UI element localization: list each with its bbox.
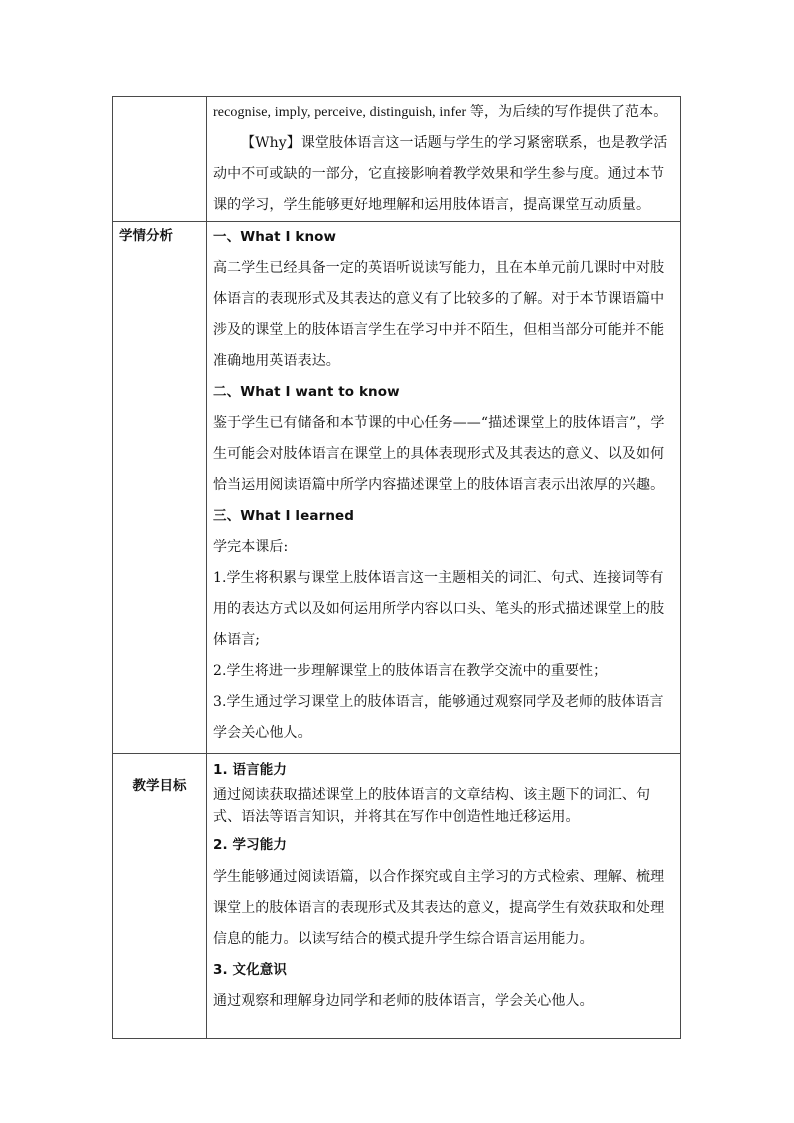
paragraph: 鉴于学生已有储备和本节课的中心任务——“描述课堂上的肢体语言”，学生可能会对肢体语言在课堂上的具体表现形式及其表达的意义、以及如何恰当运用阅读语篇中所学内容描述课堂上的肢体语言表示出浓厚的兴趣。: [213, 415, 665, 493]
list-item: 2.学生将进一步理解课堂上的肢体语言在教学交流中的重要性；: [213, 663, 608, 679]
teaching-objectives-cell: [207, 754, 681, 1039]
section-heading: 二、What I want to know: [213, 384, 400, 400]
paragraph: 通过阅读获取描述课堂上的肢体语言的文章结构、该主题下的词汇、句式、语法等语言知识，并将其在写作中创造性地迁移运用。: [213, 787, 651, 825]
rationale-cell: [207, 97, 681, 222]
list-item: 1.学生将积累与课堂上肢体语言这一主题相关的词汇、句式、连接词等有用的表达方式以及如何运用所学内容以口头、笔头的形式描述课堂上的肢体语言;: [213, 570, 665, 648]
paragraph: 高二学生已经具备一定的英语听说读写能力，且在本单元前几课时中对肢体语言的表现形式及其表达的意义有了比较多的了解。对于本节课语篇中涉及的课堂上的肢体语言学生在学习中并不陌生，但相当部分可能并不能准确地用英语表达。: [213, 260, 665, 369]
lesson-plan-table: [112, 96, 681, 1039]
why-paragraph: 【Why】课堂肢体语言这一话题与学生的学习紧密联系，也是教学活动中不可或缺的一部分，它直接影响着教学效果和学生参与度。通过本节课的学习，学生能够更好地理解和运用肢体语言，提高课堂互动质量。: [213, 135, 668, 213]
row-label-cell: [113, 222, 207, 754]
objective-heading: 2. 学习能力: [213, 837, 287, 853]
paragraph: 学完本课后:: [213, 539, 289, 555]
teaching-objectives-row: [113, 754, 681, 1039]
row-label-empty: [113, 97, 207, 222]
student-analysis-label: 学情分析: [119, 228, 173, 244]
list-item: 3.学生通过学习课堂上的肢体语言，能够通过观察同学及老师的肢体语言学会关心他人。: [213, 694, 664, 741]
objective-heading: 1. 语言能力: [213, 762, 287, 778]
objective-heading: 3. 文化意识: [213, 962, 287, 978]
student-analysis-cell: [207, 222, 681, 754]
row-label-cell: [113, 754, 207, 1039]
student-analysis-row: [113, 222, 681, 754]
paragraph: 学生能够通过阅读语篇，以合作探究或自主学习的方式检索、理解、梳理课堂上的肢体语言的表现形式及其表达的意义，提高学生有效获取和处理信息的能力。以读写结合的模式提升学生综合语言运用能力。: [213, 869, 665, 947]
section-heading: 三、What I learned: [213, 508, 355, 524]
rationale-row: [113, 97, 681, 222]
text-line: recognise, imply, perceive, distinguish, infer 等，为后续的写作提供了范本。: [213, 105, 668, 120]
paragraph: 通过观察和理解身边同学和老师的肢体语言，学会关心他人。: [213, 993, 594, 1009]
teaching-objectives-label: 教学目标: [132, 778, 187, 794]
section-heading: 一、What I know: [213, 229, 337, 245]
